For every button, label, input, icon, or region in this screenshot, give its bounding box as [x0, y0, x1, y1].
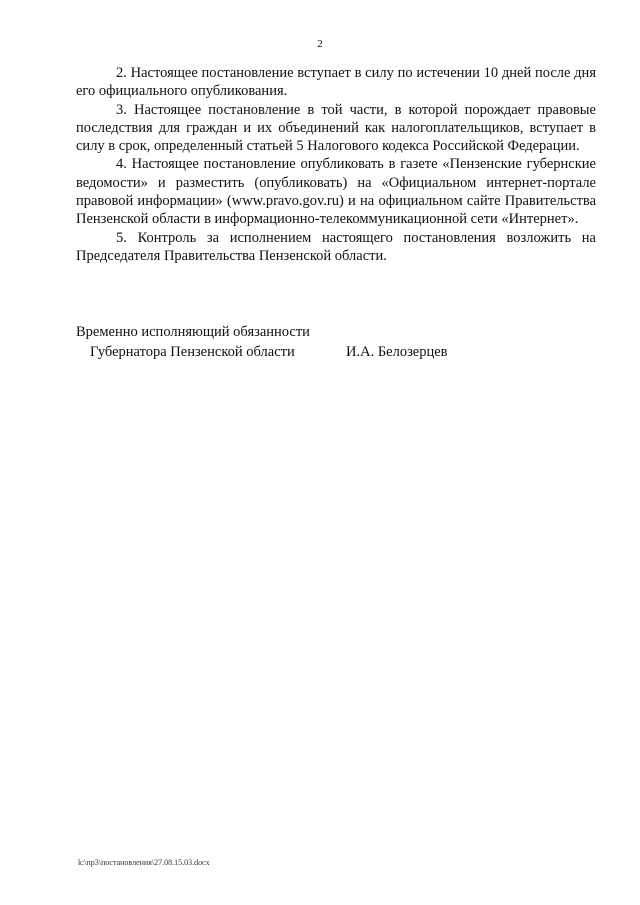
page-number: 2 [317, 38, 323, 50]
paragraph-tax-effect: 3. Настоящее постановление в той части, в которой порождает правовые последствия для граждан и их объединений как налогоплательщиков, вступает в силу в срок, определенный статьей 5 Налогового кодекса Российской Федерации. [76, 101, 596, 155]
signatory-title-line1: Временно исполняющий обязанности [76, 324, 310, 340]
footer-file-path: k:\пр3\постановления\27.08.15.03.docx [78, 858, 210, 867]
document-body [76, 64, 596, 265]
signatory-line2 [76, 342, 596, 362]
signatory-title-line2: Губернатора Пензенской области [90, 344, 295, 360]
paragraph-publication: 4. Настоящее постановление опубликовать в газете «Пензенские губернские ведомости» и разместить (опубликовать) на «Официальном интернет-портале правовой информации» (www.pravo.gov.ru) и на официальном сайте Правительства Пензенской области в информационно-телекоммуникационной сети «Интернет». [76, 156, 596, 228]
signatory-name: И.А. Белозерцев [346, 344, 448, 360]
paragraph-effective-date: 2. Настоящее постановление вступает в силу по истечении 10 дней после дня его официального опубликования. [76, 65, 596, 100]
signature-block [76, 322, 596, 362]
paragraph-control: 5. Контроль за исполнением настоящего постановления возложить на Председателя Правительства Пензенской области. [76, 229, 596, 264]
